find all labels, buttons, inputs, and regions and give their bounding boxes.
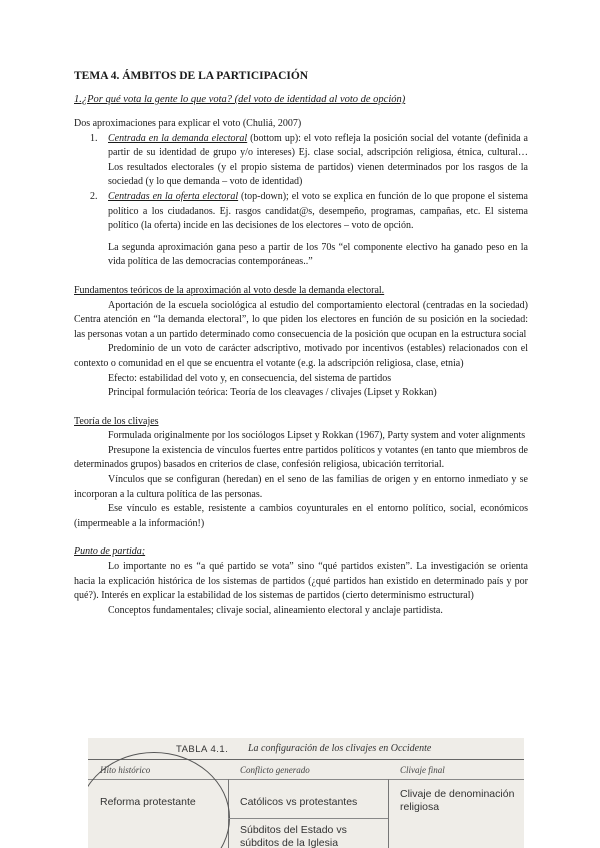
approach-2-term: Centradas en la oferta electoral	[108, 190, 239, 202]
approach-1-body: (bottom up): el voto refleja la posición social del votante (definida a partir de su identidad de grupo y/o intereses) Ej. clase social, adscripción religiosa, étnica, cultural… Los resultados electorales (y el propio sistema de partidos) vienen determinados por los rasgos de la sociedad (y lo que demanda – voto de identidad)	[108, 132, 528, 188]
paragraph: Predominio de un voto de carácter adscriptivo, motivado por incentivos (estables) relacionados con el contexto o comunidad en el que se encuentra el votante (e.g. la adscripción religiosa, clase, etnia)	[74, 343, 528, 369]
section-heading-punto: Punto de partida;	[74, 546, 146, 558]
table-divider	[388, 779, 389, 848]
approach-2-text	[108, 190, 528, 234]
table-header: Hito histórico	[100, 765, 151, 775]
table-cell: Súbditos del Estado vs súbditos de la Iglesia	[240, 824, 347, 848]
list-number: 1.	[90, 132, 98, 144]
approach-item-2	[74, 190, 528, 234]
table-cell: Clivaje de denominación religiosa	[400, 788, 515, 813]
list-number: 2.	[90, 190, 98, 202]
table-cell: Reforma protestante	[100, 796, 196, 808]
paragraph: Aportación de la escuela sociológica al estudio del comportamiento electoral (centradas en la sociedad) Centra atención en “la demanda electoral”, lo que piden los electores en función de su posición en la sociedad: las personas votan a un partido determinado como consecuencia de la posición que ocupan en la estructura social	[74, 299, 528, 340]
paragraph: Ese vínculo es estable, resistente a cambios coyunturales en el entorno político, social, económicos (impermeable a la información!)	[74, 503, 528, 529]
paragraph: Presupone la existencia de vínculos fuertes entre partidos políticos y votantes (en tanto que miembros de determinados grupos) basados en criterios de clase, confesión religiosa, ubicación territorial.	[74, 444, 528, 471]
table-caption: La configuración de los clivajes en Occidente	[248, 743, 432, 754]
intro-text: Dos aproximaciones para explicar el voto (Chuliá, 2007)	[74, 118, 302, 129]
table-header: Conflicto generado	[240, 765, 310, 775]
document-page	[74, 70, 528, 618]
table-header: Clivaje final	[400, 765, 445, 775]
approach-1-text	[108, 132, 528, 190]
paragraph: Principal formulación teórica: Teoría de los cleavages / clivajes (Lipset y Rokkan)	[108, 387, 437, 399]
table-cell: Católicos vs protestantes	[240, 796, 358, 808]
paragraph: Efecto: estabilidad del voto y, en consecuencia, del sistema de partidos	[108, 372, 392, 384]
document-title: TEMA 4. ÁMBITOS DE LA PARTICIPACIÓN	[74, 70, 309, 82]
table-label: TABLA 4.1.	[176, 744, 229, 755]
approach-1-term: Centrada en la demanda electoral	[108, 132, 248, 144]
table-rule	[228, 818, 388, 819]
table-scan-image	[88, 738, 524, 848]
paragraph: Vínculos que se configuran (heredan) en el seno de las familias de origen y en entorno inmediato y se incorporan a la cultura política de las personas.	[74, 474, 528, 500]
second-approach-note: La segunda aproximación gana peso a partir de los 70s “el componente electivo ha ganado peso en la vida política de las democracias contemporáneas..”	[108, 241, 528, 268]
paragraph: Conceptos fundamentales; clivaje social, alineamiento electoral y anclaje partidista.	[108, 604, 443, 616]
approach-2-body: (top-down); el voto se explica en función de lo que propone el sistema político a los ciudadanos. Ej. rasgos candidat@s, desempeño, programas, campañas, etc. El sistema político (la oferta) incide en las decisiones de los electores – voto de opción.	[108, 190, 528, 232]
section-heading-clivajes: Teoría de los clivajes	[74, 415, 159, 427]
paragraph: Lo importante no es “a qué partido se vota” sino “qué partidos existen”. La investigación se orienta hacia la explicación histórica de los sistemas de partidos (¿qué partidos han existido en determinado país y por qué?). Interés en explicar la estabilidad de los sistemas de partidos (cierto determinismo estructural)	[74, 561, 528, 602]
paragraph: Formulada originalmente por los sociólogos Lipset y Rokkan (1967), Party system and voter alignments	[108, 430, 526, 442]
section-heading-fundamentos: Fundamentos teóricos de la aproximación al voto desde la demanda electoral.	[74, 284, 385, 296]
approach-item-1	[74, 132, 528, 190]
section-question: 1.¿Por qué vota la gente lo que vota? (del voto de identidad al voto de opción)	[74, 94, 406, 105]
